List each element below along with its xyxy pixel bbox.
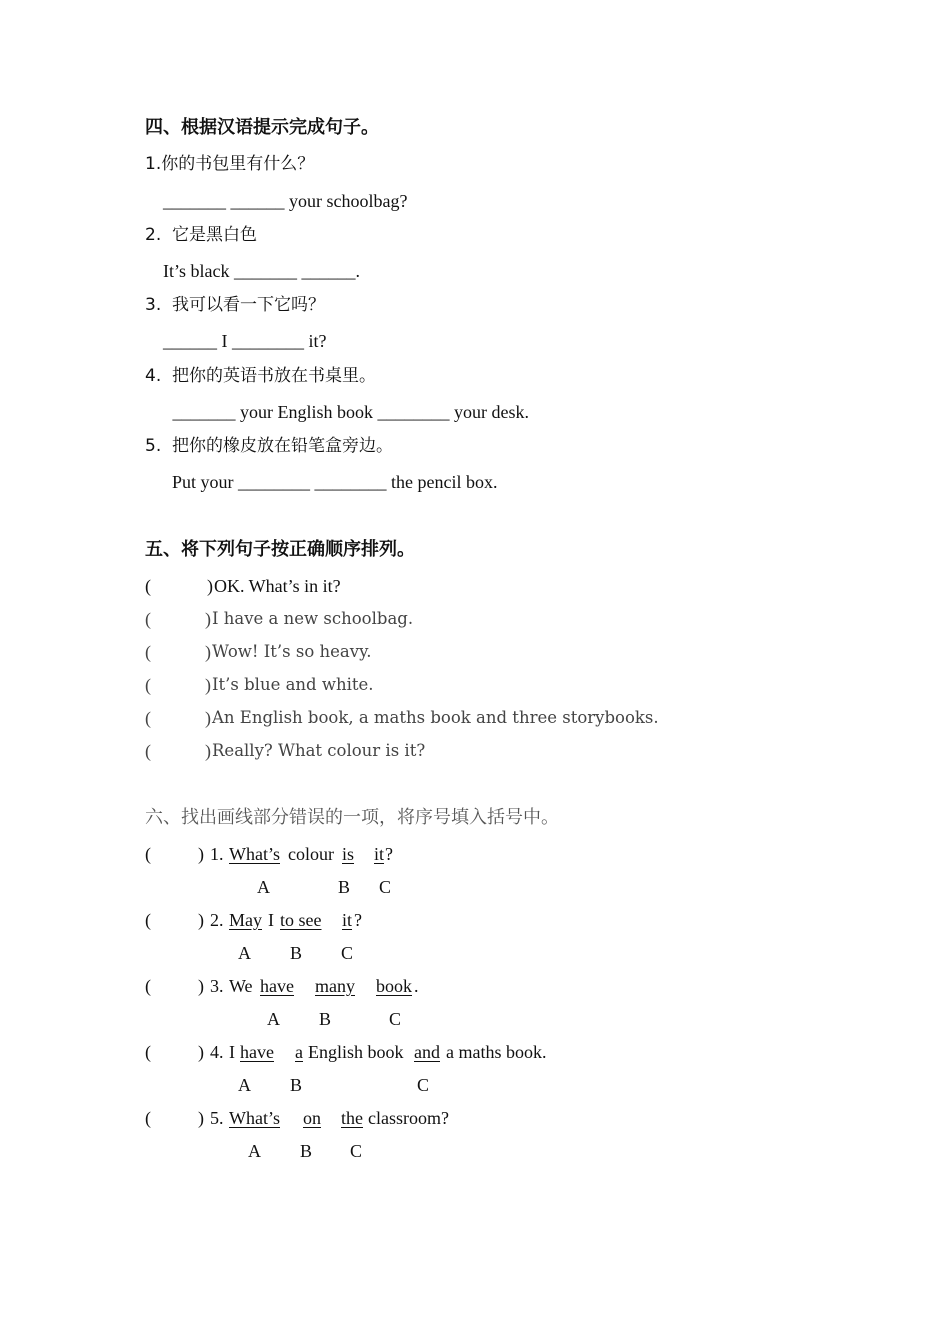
s6-open-paren: ( [145, 1042, 151, 1062]
s4-q3-chinese: 3. 我可以看一下它吗？ [145, 295, 326, 315]
s6-option-a: have [260, 976, 294, 996]
s5-sentence: It’s blue and white. [212, 675, 374, 694]
label-b: B [300, 1141, 313, 1161]
label-a: A [238, 1075, 251, 1095]
s6-text: colour [288, 844, 334, 864]
s5-close-paren: ) [205, 708, 211, 728]
s4-q5-chinese: 5. 把你的橡皮放在铅笔盒旁边。 [145, 436, 394, 456]
s5-close-paren: ) [205, 642, 211, 662]
s6-close-paren: ) [198, 844, 204, 864]
label-b: B [338, 877, 351, 897]
s5-open-paren: ( [145, 741, 151, 761]
label-a: A [267, 1009, 280, 1029]
label-c: C [417, 1075, 430, 1095]
label-c: C [389, 1009, 402, 1029]
s6-option-c: book [376, 976, 412, 996]
s5-sentence: Wow! It’s so heavy. [212, 642, 372, 661]
s6-option-c: the [341, 1108, 363, 1128]
label-a: A [248, 1141, 261, 1161]
s6-option-c: it [342, 910, 353, 930]
label-a: A [238, 943, 251, 963]
s6-end: ? [385, 844, 393, 864]
s6-close-paren: ) [198, 1042, 204, 1062]
s5-sentence: Really? What colour is it? [212, 741, 426, 760]
s5-sentence: I have a new schoolbag. [212, 609, 414, 628]
s6-option-a: What’s [229, 844, 280, 864]
s6-number: 2. [210, 910, 224, 930]
s5-close-paren: ) [207, 576, 213, 596]
s6-close-paren: ) [198, 1108, 204, 1128]
s6-end: ? [354, 910, 362, 930]
s6-open-paren: ( [145, 910, 151, 930]
s4-q4-english: _______ your English book ________ your desk. [168, 402, 529, 422]
label-b: B [319, 1009, 332, 1029]
s6-option-b: to see [280, 910, 322, 930]
s6-option-a: have [240, 1042, 274, 1062]
s4-q1-english: _______ ______ your schoolbag? [163, 191, 408, 211]
section5-title: 五、将下列句子按正确顺序排列。 [145, 539, 415, 560]
s6-text: I [229, 1042, 235, 1062]
label-b: B [290, 1075, 303, 1095]
s6-option-c: it [374, 844, 385, 864]
section4-title: 四、根据汉语提示完成句子。 [145, 117, 379, 138]
s5-open-paren: ( [145, 642, 151, 662]
label-c: C [350, 1141, 363, 1161]
s6-number: 3. [210, 976, 224, 996]
s6-text: I [268, 910, 274, 930]
s6-end: . [414, 976, 419, 996]
s5-open-paren: ( [145, 675, 151, 695]
s6-open-paren: ( [145, 976, 151, 996]
label-c: C [341, 943, 354, 963]
s6-option-a: May [229, 910, 262, 930]
s5-close-paren: ) [205, 675, 211, 695]
s6-text: English book [308, 1042, 404, 1062]
s6-option-c: and [414, 1042, 440, 1062]
s6-open-paren: ( [145, 844, 151, 864]
s6-open-paren: ( [145, 1108, 151, 1128]
s6-end: classroom? [368, 1108, 449, 1128]
label-a: A [257, 877, 270, 897]
s5-sentence: OK. What’s in it? [214, 576, 341, 596]
s5-open-paren: ( [145, 609, 151, 629]
s4-q1-chinese: 1.你的书包里有什么？ [145, 154, 315, 174]
s6-option-b: is [342, 844, 355, 864]
s4-q2-english: It’s black _______ ______. [163, 261, 360, 281]
s4-q3-english: ______ I ________ it? [163, 331, 327, 351]
s4-q4-chinese: 4. 把你的英语书放在书桌里。 [145, 366, 377, 386]
s5-open-paren: ( [145, 708, 151, 728]
s5-sentence: An English book, a maths book and three storybooks. [212, 708, 659, 727]
s4-q5-english: Put your ________ ________ the pencil box. [172, 472, 498, 492]
s5-open-paren: ( [145, 576, 151, 596]
label-b: B [290, 943, 303, 963]
s5-close-paren: ) [205, 609, 211, 629]
s6-close-paren: ) [198, 910, 204, 930]
s4-q2-chinese: 2. 它是黑白色 [145, 225, 258, 245]
s6-number: 1. [210, 844, 224, 864]
s6-option-a: What’s [229, 1108, 280, 1128]
label-c: C [379, 877, 392, 897]
s5-close-paren: ) [205, 741, 211, 761]
s6-number: 5. [210, 1108, 224, 1128]
section6-title: 六、找出画线部分错误的一项，将序号填入括号中。 [145, 807, 559, 828]
s6-end: a maths book. [446, 1042, 547, 1062]
s6-text: We [229, 976, 253, 996]
s6-option-b: on [303, 1108, 321, 1128]
s6-close-paren: ) [198, 976, 204, 996]
s6-number: 4. [210, 1042, 224, 1062]
s6-option-b: a [295, 1042, 303, 1062]
s6-option-b: many [315, 976, 355, 996]
